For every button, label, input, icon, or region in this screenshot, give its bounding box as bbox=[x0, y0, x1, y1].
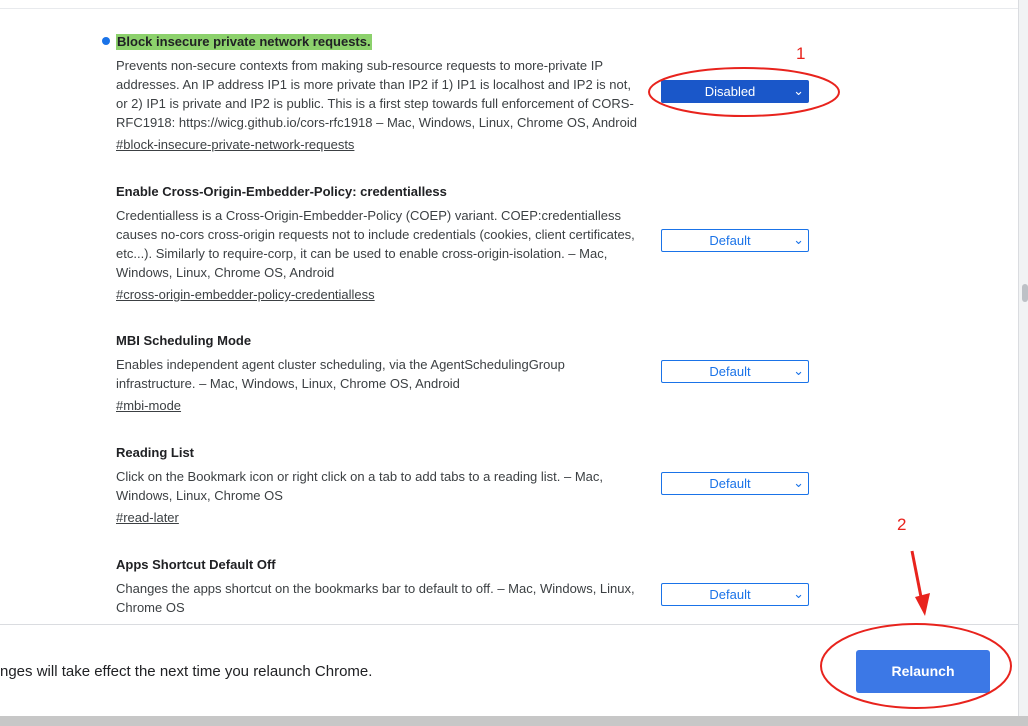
experiment-select-cross-origin-embedder-policy-credentialless[interactable] bbox=[661, 229, 809, 252]
experiment-title: MBI Scheduling Mode bbox=[116, 333, 252, 348]
select-value: Default bbox=[709, 364, 751, 379]
relaunch-button[interactable]: Relaunch bbox=[856, 650, 990, 693]
experiment-title: Apps Shortcut Default Off bbox=[116, 557, 276, 572]
select-value: Default bbox=[709, 587, 751, 602]
chevron-down-icon: ⌄ bbox=[793, 83, 804, 98]
experiment-read-later bbox=[116, 444, 646, 527]
select-value: Default bbox=[709, 476, 751, 491]
experiment-cross-origin-embedder-policy-credentialless bbox=[116, 183, 646, 304]
modified-indicator-icon bbox=[102, 37, 110, 45]
experiment-select-mbi-mode[interactable] bbox=[661, 360, 809, 383]
experiment-description: Changes the apps shortcut on the bookmarks bar to default to off. – Mac, Windows, Linux, Chrome OS bbox=[116, 581, 635, 615]
experiment-select-read-later[interactable] bbox=[661, 472, 809, 495]
chevron-down-icon: ⌄ bbox=[793, 232, 804, 247]
chevron-down-icon: ⌄ bbox=[793, 586, 804, 601]
experiment-description: Enables independent agent cluster scheduling, via the AgentSchedulingGroup infrastructure. – Mac, Windows, Linux, Chrome OS, Android bbox=[116, 357, 565, 391]
experiment-block-insecure-private-network-requests bbox=[116, 33, 646, 154]
experiment-mbi-mode bbox=[116, 332, 646, 415]
relaunch-footer bbox=[0, 624, 1018, 717]
select-value: Default bbox=[709, 233, 751, 248]
chevron-down-icon: ⌄ bbox=[793, 363, 804, 378]
relaunch-message: nges will take effect the next time you relaunch Chrome. bbox=[0, 663, 373, 680]
experiment-select-apps-shortcut-default-off[interactable] bbox=[661, 583, 809, 606]
experiment-permalink[interactable]: #mbi-mode bbox=[116, 398, 182, 413]
experiment-select-block-insecure-private-network-requests[interactable] bbox=[661, 80, 809, 103]
experiment-permalink[interactable]: #cross-origin-embedder-policy-credentialless bbox=[116, 287, 375, 302]
experiment-title: Block insecure private network requests. bbox=[117, 34, 371, 49]
experiment-permalink[interactable]: #block-insecure-private-network-requests bbox=[116, 137, 355, 152]
experiment-title: Reading List bbox=[116, 445, 195, 460]
experiment-description: Prevents non-secure contexts from making sub-resource requests to more-private IP addresses. An IP address IP1 is more private than IP2 if 1) IP1 is localhost and IP2 is not, or 2) IP1 is private and IP2 is public. This is a first step towards full enforcement of CORS-RFC1918: https://wicg.github.io/cors-rfc1918 – Mac, Windows, Linux, Chrome OS, Android bbox=[116, 58, 637, 130]
experiment-description: Credentialless is a Cross-Origin-Embedder-Policy (COEP) variant. COEP:credentialless causes no-cors cross-origin requests not to include credentials (cookies, client certificates, etc...). Similarly to require-corp, it can be used to enable cross-origin-isolation. – Mac, Windows, Linux, Chrome OS, Android bbox=[116, 208, 635, 280]
chevron-down-icon: ⌄ bbox=[793, 475, 804, 490]
experiment-title: Enable Cross-Origin-Embedder-Policy: credentialless bbox=[116, 184, 447, 199]
experiment-permalink[interactable]: #read-later bbox=[116, 510, 179, 525]
annotation-marker-2: 2 bbox=[897, 515, 907, 534]
annotation-marker-1: 1 bbox=[796, 44, 806, 63]
select-value: Disabled bbox=[704, 84, 756, 99]
window-bottom-edge bbox=[0, 716, 1028, 726]
experiment-description: Click on the Bookmark icon or right click on a tab to add tabs to a reading list. – Mac, Windows, Linux, Chrome OS bbox=[116, 469, 604, 503]
scrollbar-thumb[interactable] bbox=[1022, 284, 1028, 302]
